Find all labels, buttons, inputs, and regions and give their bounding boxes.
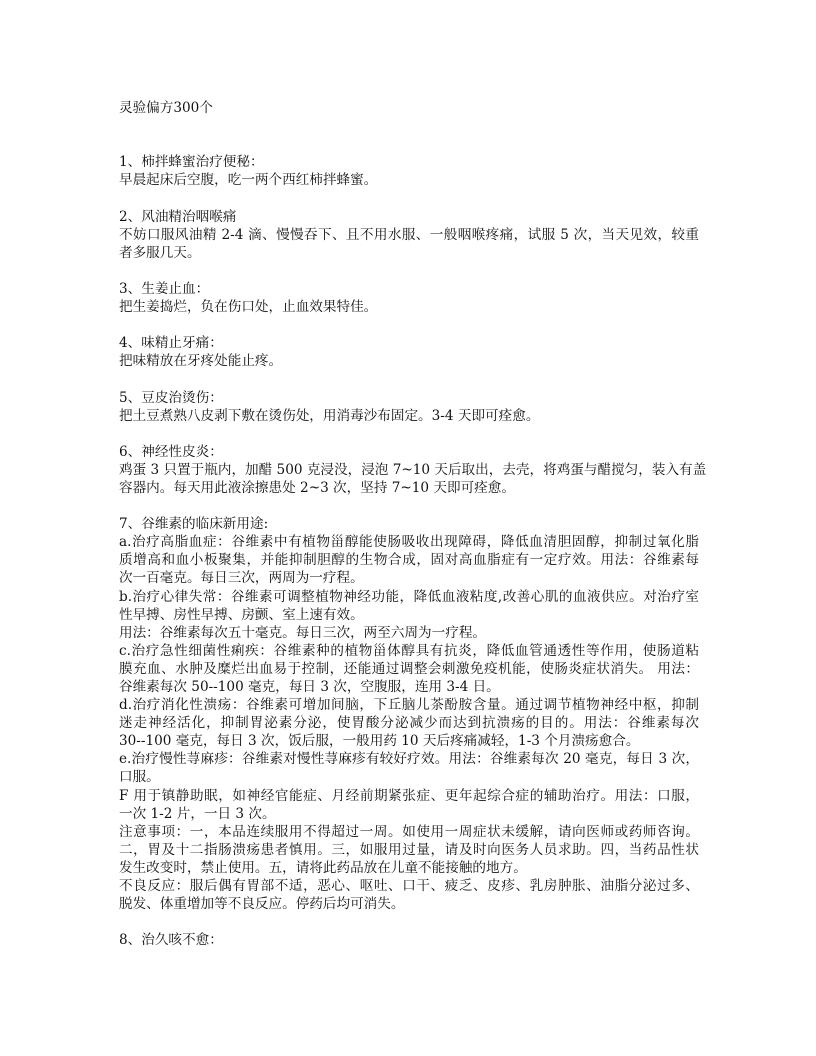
text-line: 早晨起床后空腹，吃一两个西红柿拌蜂蜜。	[119, 172, 378, 189]
blank-line	[119, 425, 699, 443]
text-line: 膜充血、水肿及糜烂出血易于控制，还能通过调整会刺激免疫机能，使肠炎症状消失。 用法：	[119, 660, 699, 677]
text-line: 不良反应：服后偶有胃部不适，恶心、呕吐、口干、疲乏、皮疹、乳房肿胀、油脂分泌过多、	[119, 878, 699, 895]
text-line: 迷走神经活化，抑制胃泌素分泌，使胃酸分泌减少而达到抗溃疡的目的。用法：谷维素每次	[119, 715, 699, 732]
text-line: 30--100 毫克，每日 3 次，饭后服，一般用药 10 天后疼痛减轻，1-3 个月溃疡愈合。	[119, 733, 640, 750]
text-line: d.治疗消化性溃疡：谷维素可增加间脑，下丘脑儿茶酚胺含量。通过调节植物神经中枢，抑制	[119, 697, 699, 714]
document-body	[119, 99, 707, 949]
text-line: b.治疗心律失常：谷维素可调整植物神经功能，降低血液粘度,改善心肌的血液供应。对治疗室	[119, 588, 699, 605]
blank-line	[119, 262, 699, 280]
text-line: 2、风油精治咽喉痛	[119, 208, 237, 225]
text-line: 二，胃及十二指肠溃疡患者慎用。三，如服用过量，请及时向医务人员求助。四，当药品性状	[119, 841, 699, 858]
document-title: 灵验偏方300个	[119, 100, 213, 116]
text-line: 1、柿拌蜂蜜治疗便秘：	[119, 154, 264, 171]
text-line: 者多服几天。	[119, 244, 201, 261]
text-line: 把生姜捣烂，负在伤口处，止血效果特佳。	[119, 299, 378, 316]
text-line: 口服。	[119, 769, 160, 786]
blank-line	[119, 497, 699, 515]
text-line: 性早搏、房性早搏、房颤、室上速有效。	[119, 606, 364, 623]
text-line: 脱发、体重增加等不良反应。停药后均可消失。	[119, 896, 405, 913]
text-line: e.治疗慢性荨麻疹：谷维素对慢性荨麻疹有较好疗效。用法：谷维素每次 20 毫克，每日 3 次，	[119, 751, 699, 768]
text-line: 7、谷维素的临床新用途:	[119, 516, 269, 533]
text-line: 3、生姜止血：	[119, 280, 210, 297]
blank-line	[119, 370, 699, 388]
text-line: F 用于镇静助眠，如神经官能症、月经前期紧张症、更年起综合症的辅助治疗。用法：口服，	[119, 787, 699, 804]
text-line: 鸡蛋 3 只置于瓶内，加醋 500 克浸没，浸泡 7~10 天后取出，去壳，将鸡蛋与醋搅匀，装入有盖	[119, 461, 707, 478]
blank-line	[119, 189, 699, 207]
blank-line	[119, 913, 699, 931]
text-line: c.治疗急性细菌性痢疾：谷维素种的植物甾体醇具有抗炎，降低血管通透性等作用，使肠道粘	[119, 642, 699, 659]
text-line: 谷维素每次 50--100 毫克，每日 3 次，空腹服，连用 3-4 日。	[119, 679, 500, 695]
text-line: a.治疗高脂血症：谷维素中有植物甾醇能使肠吸收出现障碍，降低血清胆固醇，抑制过氧化脂	[119, 534, 699, 551]
text-line: 8、治久咳不愈：	[119, 932, 223, 949]
blank-line	[119, 117, 699, 135]
text-line: 把土豆煮熟八皮剥下敷在烫伤处，用消毒沙布固定。3-4 天即可痊愈。	[119, 407, 540, 424]
text-line: 发生改变时，禁止使用。五，请将此药品放在儿童不能接触的地方。	[119, 859, 527, 876]
text-line: 质增高和血小板聚集，并能抑制胆醇的生物合成，固对高血脂症有一定疗效。用法：谷维素每	[119, 552, 699, 569]
text-line: 用法：谷维素每次五十毫克。每日三次，两至六周为一疗程。	[119, 624, 487, 641]
text-line: 次一百毫克。每日三次，两周为一疗程。	[119, 570, 364, 587]
text-line: 注意事项：一，本品连续服用不得超过一周。如使用一周症状未缓解，请向医师或药师咨询。	[119, 823, 699, 840]
text-line: 一次 1-2 片，一日 3 次。	[119, 805, 276, 822]
text-line: 把味精放在牙疼处能止疼。	[119, 353, 283, 370]
blank-line	[119, 316, 699, 334]
text-line: 4、味精止牙痛：	[119, 335, 223, 352]
text-line: 5、豆皮治烫伤：	[119, 389, 223, 406]
text-line: 不妨口服风油精 2-4 滴、慢慢吞下、且不用水服、一般咽喉疼痛，试服 5 次，当天见效，较重	[119, 226, 699, 243]
blank-line	[119, 135, 699, 153]
text-line: 6、神经性皮炎：	[119, 443, 223, 460]
text-line: 容器内。每天用此液涂擦患处 2~3 次，坚持 7~10 天即可痊愈。	[119, 479, 515, 496]
